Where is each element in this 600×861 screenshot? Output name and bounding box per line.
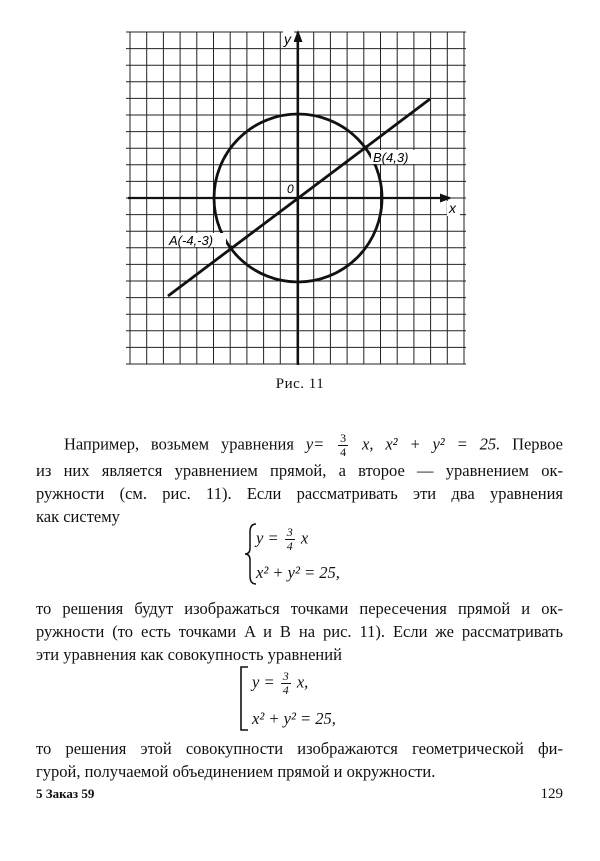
point-b-dot — [363, 146, 368, 151]
paragraph-2-line-2: ружности (то есть точками A и B на рис. 11). Если же рассматривать — [36, 622, 563, 641]
paragraph-1-line-4: как систему — [36, 507, 120, 526]
system-frac-den: 4 — [286, 539, 293, 553]
coordinate-plot — [0, 0, 600, 400]
equation-collection — [238, 664, 438, 734]
point-b-label: B(4,3) — [373, 150, 409, 165]
system-eq-2: x² + y² = 25, — [256, 563, 340, 582]
axis-y-label: y — [284, 31, 291, 47]
square-bracket-icon — [238, 666, 250, 732]
collection-eq-2: x² + y² = 25, — [252, 709, 336, 728]
p1-line1-start: Например, возьмем уравнения — [64, 434, 294, 454]
point-a-dot — [229, 246, 234, 251]
paragraph-3 — [36, 737, 563, 783]
equation-system — [244, 520, 444, 590]
fraction-numerator: 3 — [340, 431, 347, 445]
paragraph-1-line-2: из них является уравнением прямой, а второе — уравнением ок- — [36, 461, 563, 480]
print-signature: 5 Заказ 59 — [36, 786, 95, 801]
paragraph-2 — [36, 597, 563, 666]
axis-x-label: x — [449, 200, 456, 216]
fraction-denominator: 4 — [340, 445, 347, 459]
system-frac-num: 3 — [286, 525, 293, 539]
figure-11 — [0, 0, 600, 400]
collection-frac-den: 4 — [282, 683, 289, 697]
paragraph-3-line-1: то решения этой совокупности изображаются геометрической фи- — [36, 739, 563, 758]
paragraph-1-line-3: ружности (см. рис. 11). Если рассматривать эти два уравнения — [36, 484, 563, 503]
p1-line1-end: Первое — [512, 434, 564, 454]
collection-frac-num: 3 — [282, 669, 289, 683]
point-a-label: A(-4,-3) — [169, 233, 214, 248]
system-eq-1 — [256, 526, 308, 553]
paragraph-2-line-1: то решения будут изображаться точками пересечения прямой и ок- — [36, 599, 563, 618]
fraction-3-4 — [338, 432, 348, 459]
system-fraction — [285, 526, 295, 553]
origin-label: 0 — [287, 182, 294, 196]
paragraph-1 — [36, 432, 563, 528]
system-eq1-left: y = — [256, 528, 279, 548]
collection-fraction — [281, 670, 291, 697]
collection-eq1-right: x, — [296, 672, 309, 692]
collection-eq-1 — [252, 670, 308, 697]
paragraph-2-line-3: эти уравнения как совокупность уравнений — [36, 645, 342, 664]
paragraph-1-line-1 — [36, 432, 563, 459]
p1-eq-y: y= — [305, 434, 325, 454]
paragraph-3-line-2: гурой, получаемой объединением прямой и окружности. — [36, 762, 436, 781]
figure-caption: Рис. 11 — [275, 376, 325, 392]
collection-eq1-left: y = — [252, 672, 275, 692]
page-number: 129 — [540, 786, 563, 802]
p1-eq-x: x, x² + y² = 25. — [362, 434, 501, 454]
system-eq1-right: x — [300, 528, 309, 548]
